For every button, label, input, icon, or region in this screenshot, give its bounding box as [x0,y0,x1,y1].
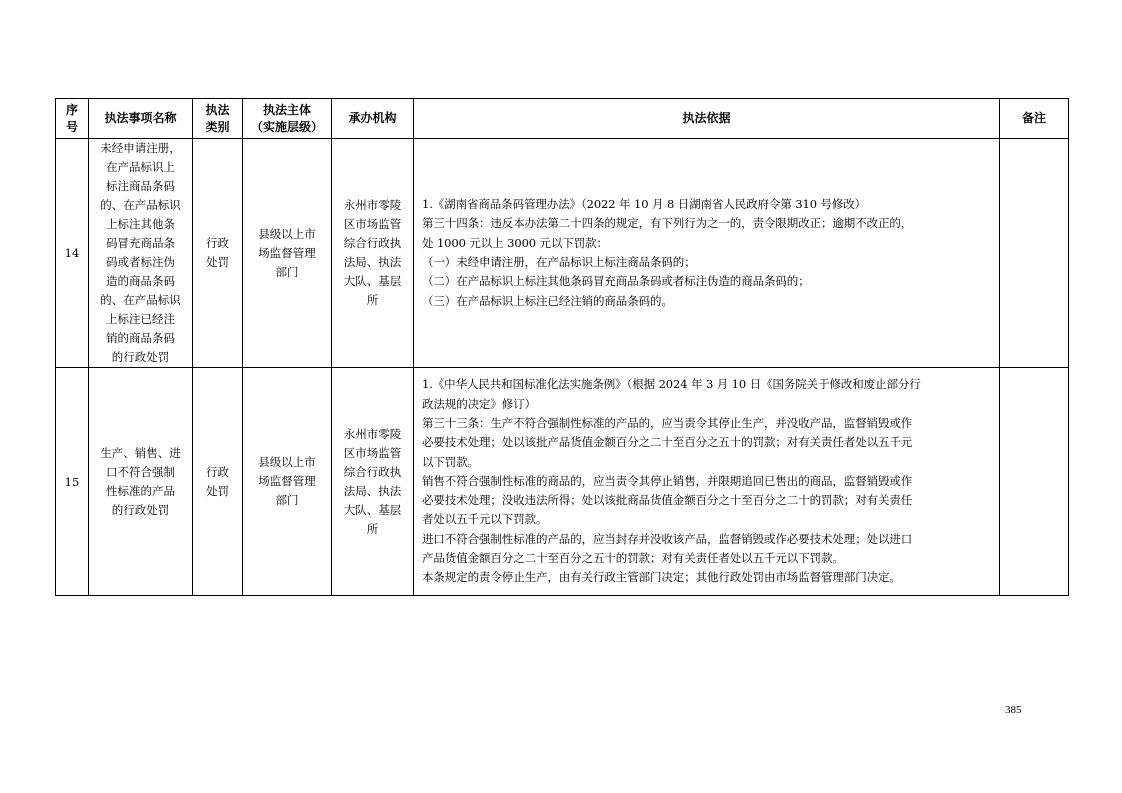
header-basis: 执法依据 [414,99,1000,139]
header-subject: 执法主体 （实施层级） [243,99,332,139]
page-number: 385 [1005,704,1022,716]
row-seq: 14 [56,139,89,368]
row-office: 永州市零陵 区市场监管 综合行政执 法局、执法 大队、基层 所 [332,368,414,596]
row-category: 行政 处罚 [193,368,243,596]
header-category: 执法 类别 [193,99,243,139]
row-office: 永州市零陵 区市场监管 综合行政执 法局、执法 大队、基层 所 [332,139,414,368]
table-header-row [56,99,1069,139]
row-remarks [1000,139,1069,368]
header-seq: 序 号 [56,99,89,139]
table-row [56,139,1069,368]
row-item-name: 生产、销售、进 口不符合强制 性标准的产品 的行政处罚 [89,368,193,596]
header-remarks: 备注 [1000,99,1069,139]
header-office: 承办机构 [332,99,414,139]
row-basis: 1.《中华人民共和国标准化法实施条例》（根据 2024 年 3 月 10 日《国务院关于修改和废止部分行 政法规的决定》修订） 第三十三条：生产不符合强制性标准的产品的，应当责令其停止生产，并没收产品，监督销毁或作 必要技术处理；处以该批产品货值金额百分之二十至百分之五十的罚款；对有关责任者处以五千元 以下罚款。 销售不符合强制性标准的商品的，应当责令其停止销售，并限期追回已售出的商品，监督销毁或作 必要技术处理；没收违法所得；处以该批商品货值金额百分之十至百分之二十的罚款；对有关责任 者处以五千元以下罚款。 进口不符合强制性标准的产品的，应当封存并没收该产品，监督销毁或作必要技术处理；处以进口 产品货值金额百分之二十至百分之五十的罚款；对有关责任者处以五千元以下罚款。 本条规定的责令停止生产，由有关行政主管部门决定；其他行政处罚由市场监督管理部门决定。 [414,368,1000,596]
law-enforcement-table [55,98,1069,596]
row-remarks [1000,368,1069,596]
row-subject: 县级以上市 场监督管理 部门 [243,139,332,368]
row-category: 行政 处罚 [193,139,243,368]
row-basis: 1.《湖南省商品条码管理办法》（2022 年 10 月 8 日湖南省人民政府令第 310 号修改） 第三十四条：违反本办法第二十四条的规定，有下列行为之一的，责令限期改正；逾期不改正的， 处 1000 元以上 3000 元以下罚款： （一）未经申请注册，在产品标识上标注商品条码的； （二）在产品标识上标注其他条码冒充商品条码或者标注伪造的商品条码的； （三）在产品标识上标注已经注销的商品条码的。 [414,139,1000,368]
row-seq: 15 [56,368,89,596]
table-row [56,368,1069,596]
row-item-name: 未经申请注册， 在产品标识上 标注商品条码 的、在产品标识 上标注其他条 码冒充商品条 码或者标注伪 造的商品条码 的、在产品标识 上标注已经注 销的商品条码 的行政处罚 [89,139,193,368]
row-subject: 县级以上市 场监督管理 部门 [243,368,332,596]
header-item-name: 执法事项名称 [89,99,193,139]
